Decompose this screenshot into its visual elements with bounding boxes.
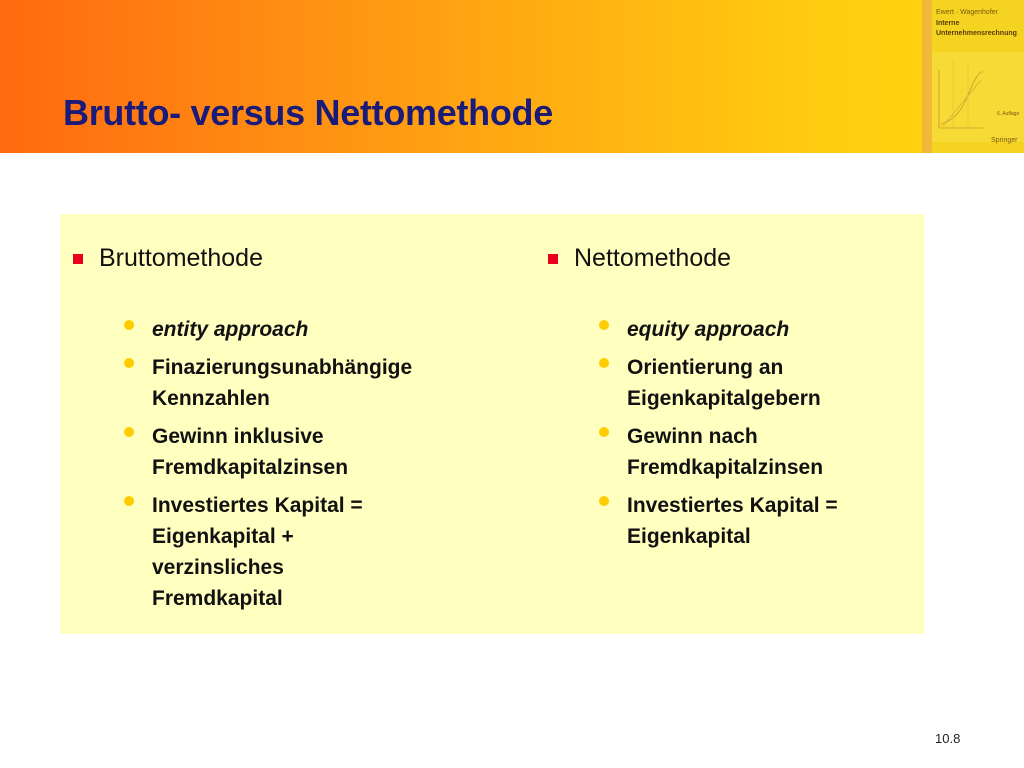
list-item xyxy=(124,490,530,614)
slide-title: Brutto- versus Nettomethode xyxy=(63,92,553,133)
round-bullet-icon xyxy=(124,358,134,368)
round-bullet-icon xyxy=(599,496,609,506)
book-title-line2: Unternehmensrechnung xyxy=(936,30,1017,37)
list-item-text: Orientierung an Eigenkapitalgebern xyxy=(627,356,821,410)
content-panel xyxy=(60,214,924,634)
left-heading xyxy=(73,244,263,273)
square-bullet-icon xyxy=(73,254,83,264)
list-item-text: equity approach xyxy=(627,318,790,341)
square-bullet-icon xyxy=(548,254,558,264)
round-bullet-icon xyxy=(124,320,134,330)
list-item xyxy=(124,352,530,414)
round-bullet-icon xyxy=(124,496,134,506)
book-cover-graph-icon xyxy=(923,0,1024,153)
left-bullet-list xyxy=(124,314,530,621)
book-cover-image xyxy=(922,0,1024,153)
list-item xyxy=(124,421,530,483)
list-item-text: Investiertes Kapital = Eigenkapital xyxy=(627,494,838,548)
list-item xyxy=(124,314,530,345)
round-bullet-icon xyxy=(599,358,609,368)
list-item xyxy=(599,490,924,552)
list-item-text: Investiertes Kapital = Eigenkapital + verzinsliches Fremdkapital xyxy=(152,494,363,610)
list-item-text: Gewinn inklusive Fremdkapitalzinsen xyxy=(152,425,349,479)
list-item xyxy=(599,352,924,414)
book-edition: 6. Auflage xyxy=(997,111,1020,117)
round-bullet-icon xyxy=(599,320,609,330)
list-item xyxy=(599,421,924,483)
book-author: Ewert · Wagenhofer xyxy=(936,9,998,16)
list-item-text: entity approach xyxy=(152,318,309,341)
round-bullet-icon xyxy=(599,427,609,437)
list-item xyxy=(599,314,924,345)
list-item-text: Finazierungsunabhängige Kennzahlen xyxy=(152,356,413,410)
page-number: 10.8 xyxy=(935,731,961,746)
book-publisher: Springer xyxy=(991,137,1018,144)
list-item-text: Gewinn nach Fremdkapitalzinsen xyxy=(627,425,824,479)
left-heading-text: Bruttomethode xyxy=(99,244,263,272)
round-bullet-icon xyxy=(124,427,134,437)
right-heading xyxy=(548,244,731,273)
right-bullet-list xyxy=(599,314,924,559)
book-title-line1: Interne xyxy=(936,20,960,27)
right-heading-text: Nettomethode xyxy=(574,244,732,272)
